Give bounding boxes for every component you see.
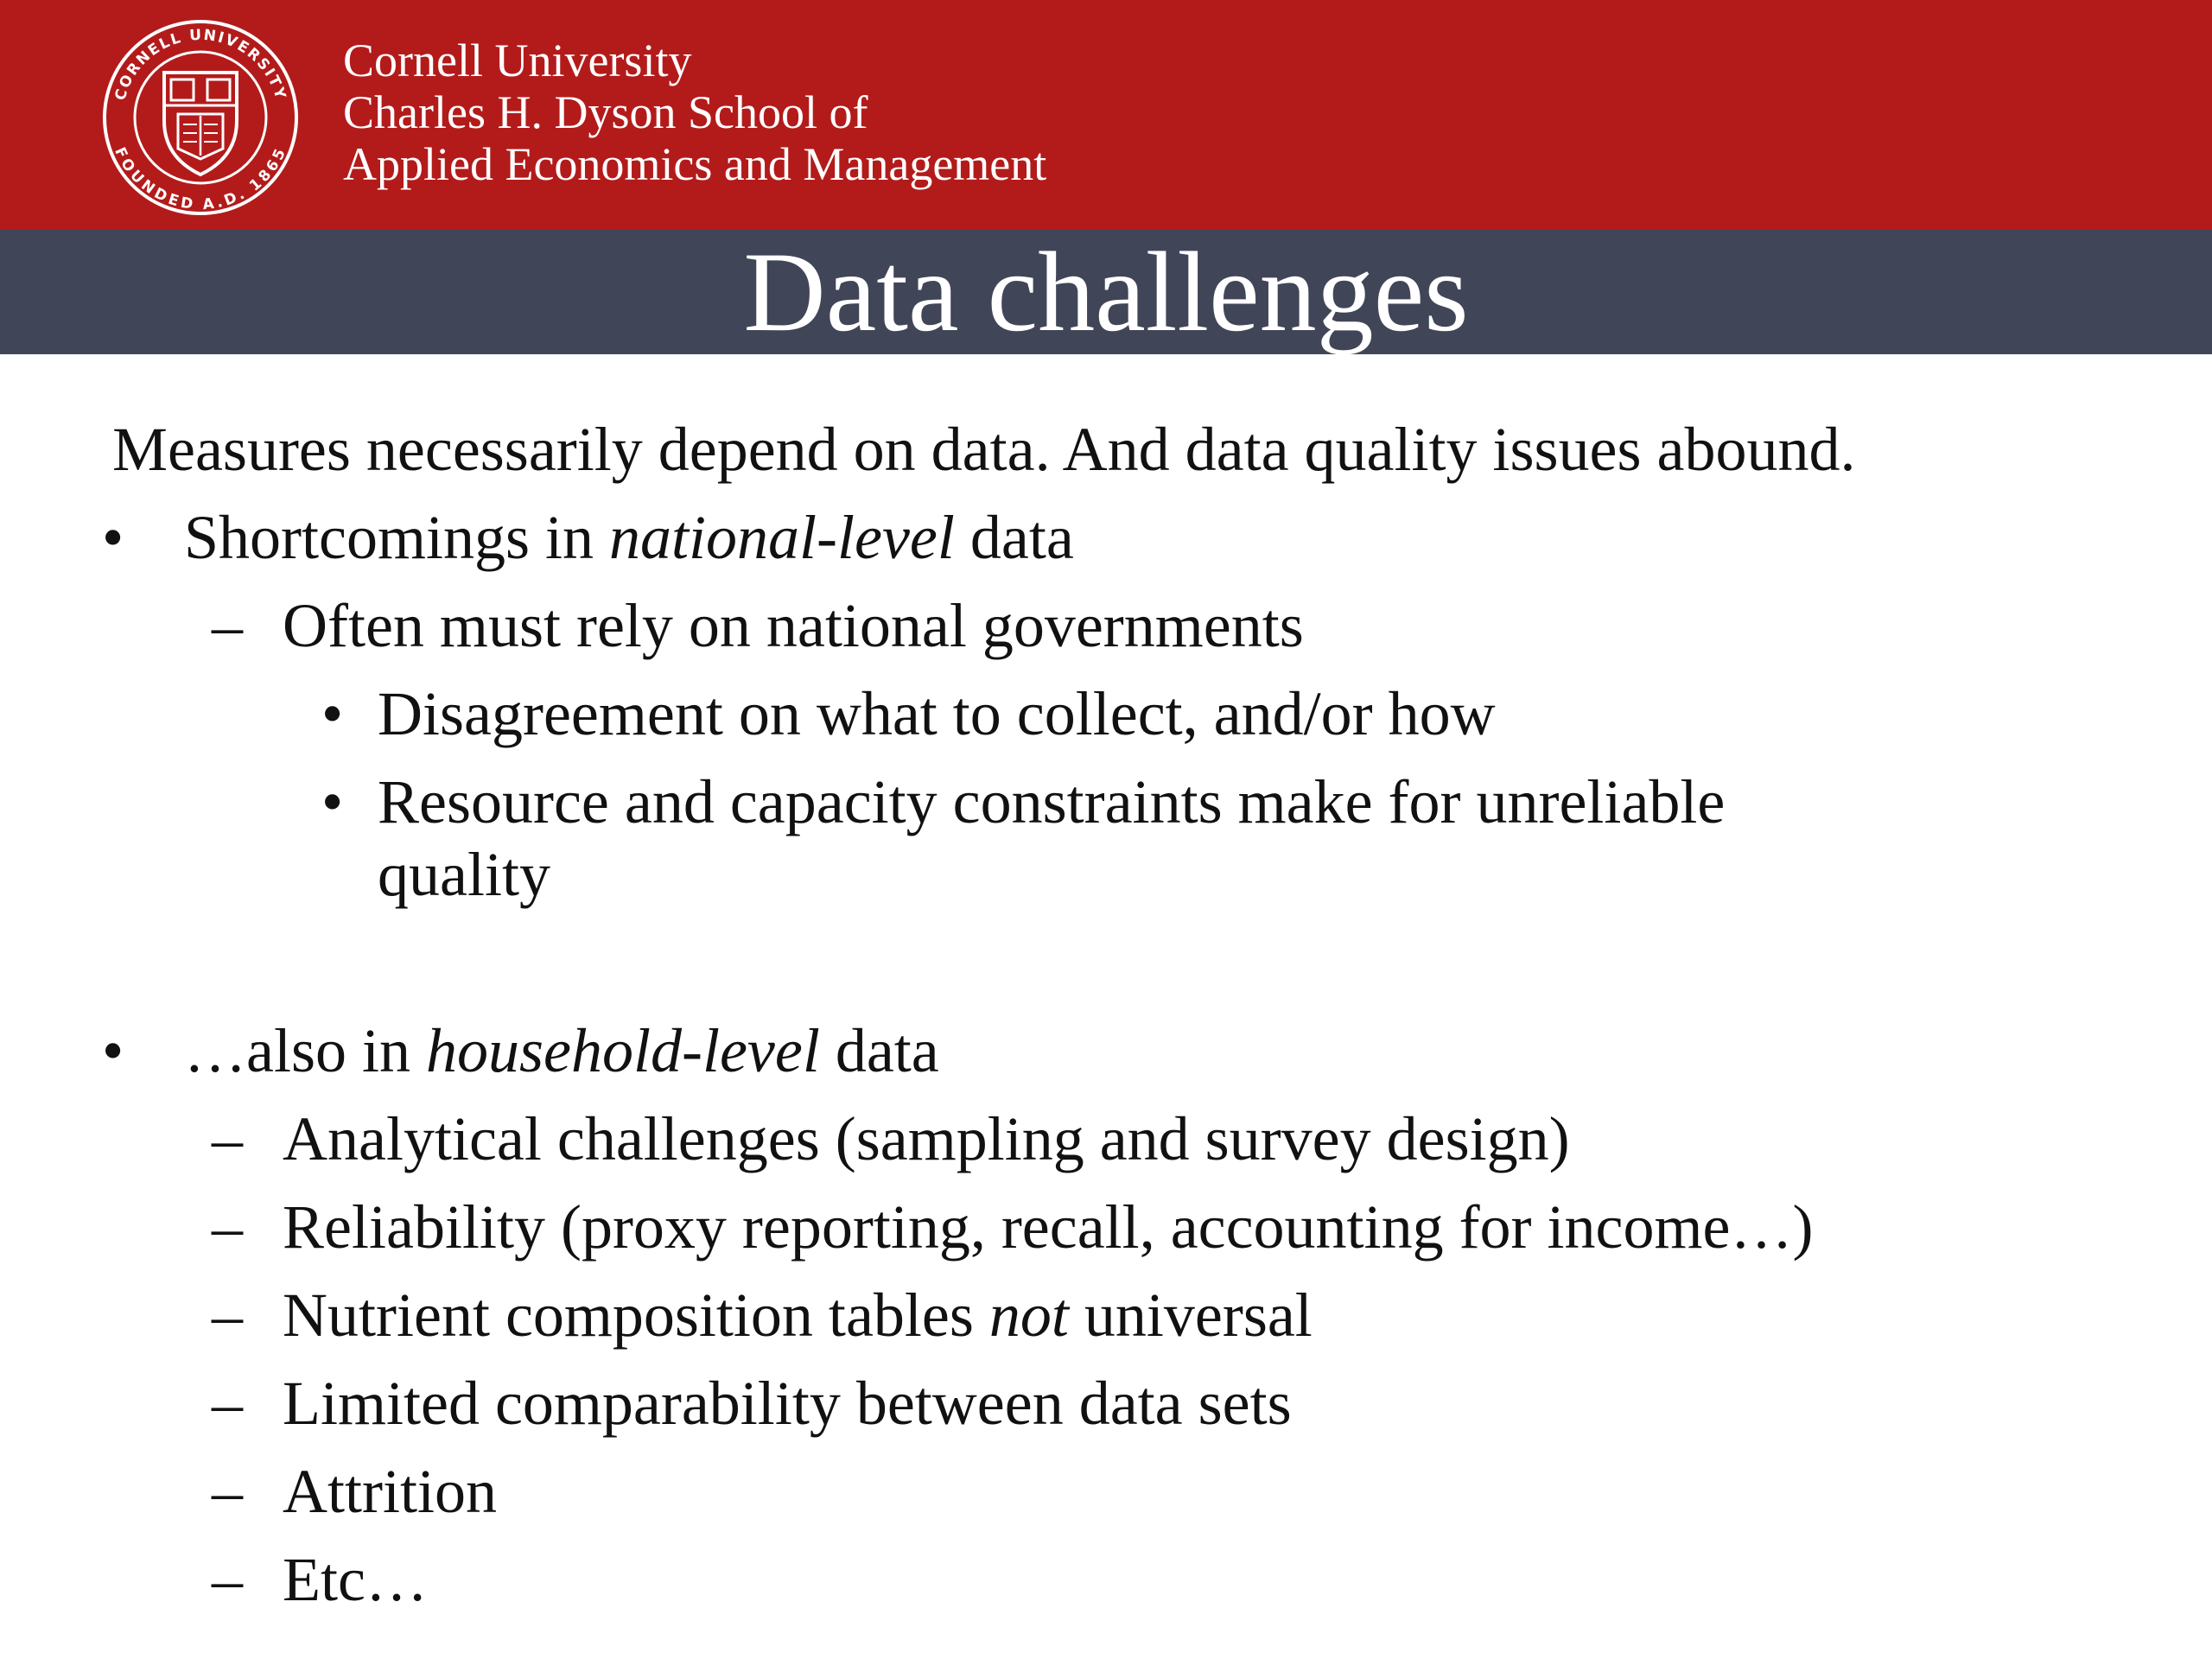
sub-bullet-comparability: Limited comparability between data sets (283, 1369, 1292, 1438)
sub-bullet-etc: Etc… (283, 1545, 428, 1614)
nutrient-prefix: Nutrient composition tables (283, 1281, 989, 1350)
bullet-text-suffix: data (819, 1016, 939, 1085)
org-line-1: Cornell University (343, 35, 692, 86)
sub-bullet-national-governments: Often must rely on national governments (283, 591, 1304, 660)
intro-text: Measures necessarily depend on data. And data quality issues abound. (112, 415, 1856, 484)
dash-marker: – (212, 1457, 243, 1526)
bullet-marker: • (102, 503, 124, 572)
svg-text:FOUNDED A.D. 1865: FOUNDED A.D. 1865 (111, 144, 290, 214)
bullet-marker: • (321, 679, 344, 748)
bullet-household-level (184, 1014, 939, 1087)
sub-bullet-reliability: Reliability (proxy reporting, recall, accounting for income…) (283, 1192, 1814, 1262)
dash-marker: – (212, 1192, 243, 1262)
sub-bullet-attrition: Attrition (283, 1457, 497, 1526)
dash-marker: – (212, 1369, 243, 1438)
org-line-3: Applied Economics and Management (343, 138, 1047, 190)
dash-marker: – (212, 1545, 243, 1614)
sub-bullet-analytical: Analytical challenges (sampling and survey design) (283, 1104, 1570, 1173)
subsub-bullet-disagreement: Disagreement on what to collect, and/or how (378, 679, 1496, 748)
bullet-national-level (184, 501, 1074, 574)
bullet-marker: • (321, 767, 344, 836)
nutrient-suffix: universal (1068, 1281, 1313, 1350)
sub-bullet-nutrient (283, 1279, 1313, 1351)
bullet-text-italic: national-level (609, 503, 955, 572)
bullet-marker: • (102, 1016, 124, 1085)
bullet-text-prefix: …also in (184, 1016, 426, 1085)
dash-marker: – (212, 1281, 243, 1350)
slide-title: Data challenges (743, 228, 1469, 355)
org-line-2: Charles H. Dyson School of (343, 86, 868, 138)
bullet-text-prefix: Shortcomings in (184, 503, 610, 572)
svg-text:CORNELL UNIVERSITY: CORNELL UNIVERSITY (111, 26, 289, 103)
dash-marker: – (212, 1104, 243, 1173)
subsub-bullet-resource-constraints: Resource and capacity constraints make for unreliable (378, 767, 1726, 836)
dash-marker: – (212, 591, 243, 660)
subsub-bullet-resource-constraints-cont: quality (378, 840, 550, 909)
nutrient-italic: not (988, 1281, 1069, 1350)
bullet-text-suffix: data (954, 503, 1074, 572)
bullet-text-italic: household-level (425, 1016, 820, 1085)
